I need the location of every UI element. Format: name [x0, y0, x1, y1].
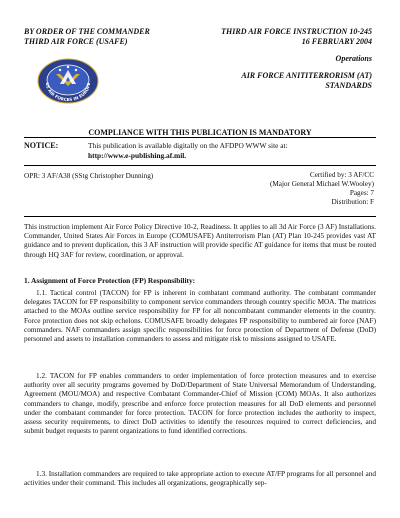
opr: OPR: 3 AF/A38 (SStg Christopher Dunning): [24, 172, 154, 180]
divider: [24, 137, 376, 138]
publication-date: 16 FEBRUARY 2004: [301, 37, 372, 46]
intro-paragraph: This instruction implement Air Force Policy Directive 10-2, Readiness. It applies to all 3d Air Force (3 AF) Installations. Commander, United States Air Forces in Europe (COMUSAFE) Antiterrorism Plan (AT) Plan 10-245 provides vast AT guidance and to prevent duplication, this 3 AF instruction will provide specific AT guidance for items that must be routed through HQ 3AF for review, coordination, or approval.: [24, 223, 376, 259]
issuing-authority: BY ORDER OF THE COMMANDER: [24, 27, 150, 36]
page-count: Pages: 7: [349, 189, 374, 197]
notice-text: [88, 141, 378, 161]
publishing-link[interactable]: http://www.e-publishing.af.mil.: [88, 151, 187, 160]
divider: [24, 165, 376, 166]
document-title-line2: STANDARDS: [325, 81, 372, 90]
usafe-seal-icon: [36, 58, 100, 104]
header-right: [162, 27, 372, 91]
certified-by: Certified by: 3 AF/CC: [309, 171, 374, 179]
section-heading: 1. Assignment of Force Protection (FP) Responsibility:: [24, 276, 196, 285]
divider: [24, 216, 376, 217]
notice-description: This publication is available digitally on the AFDPO WWW site at:: [88, 141, 288, 150]
compliance-statement: COMPLIANCE WITH THIS PUBLICATION IS MANDATORY: [88, 128, 312, 137]
paragraph-1-2: 1.2. TACON for FP enables commanders to order implementation of force protection measures and to exercise authority over all security programs governed by DoD/Department of State Universal Memorandum of Understanding, Agreement (MOU/MOA) and respective Combatant Commander-Chief of Mission (COM) MOAs. It also authorizes commanders to change, modify, prescribe and enforce force protection measures for all DoD elements and personnel under the combatant commander for force protection. TACON for force protection includes the authority to inspect, assess security requirements, to direct DoD activities to identify the resources required to correct deficiencies, and submit budget requests to parent organizations to fund identified corrections.: [24, 372, 376, 436]
notice-label: NOTICE:: [24, 141, 59, 150]
paragraph-1-1: 1.1. Tactical control (TACON) for FP is inherent in combatant command authority. The combatant commander delegates TACON for FP responsibility to component service commanders through country specific MOA. The matrices attached to the MOAs outline service responsibility for FP for all noncombatant commander elements in the country. Force protection does not skip echelons. COMUSAFE broadly delegates FP responsibility to numbered air force (NAF) commanders. NAF commanders assign specific responsibilities for force protection of Department of Defense (DoD) personnel and assets to installation commanders to assess and mitigate risk to missions assigned to USAFE.: [24, 289, 376, 344]
distribution: Distribution: F: [331, 198, 374, 206]
certification-block: [214, 171, 374, 207]
document-title-line1: AIR FORCE ANITITERRORISM (AT): [241, 71, 372, 80]
certifier-name: (Major General Michael W.Wooley): [269, 180, 374, 188]
issuing-unit: THIRD AIR FORCE (USAFE): [24, 37, 128, 46]
seal-ring-text: US AIR FORCES IN EUROPE: [44, 82, 92, 103]
category: Operations: [335, 54, 372, 63]
instruction-number: THIRD AIR FORCE INSTRUCTION 10-245: [221, 27, 372, 36]
paragraph-1-3: 1.3. Installation commanders are required to take appropriate action to execute AT/FP programs for all personnel and activities under their command. This includes all organizations, geographically sep-: [24, 470, 376, 488]
header-left: [24, 27, 150, 47]
